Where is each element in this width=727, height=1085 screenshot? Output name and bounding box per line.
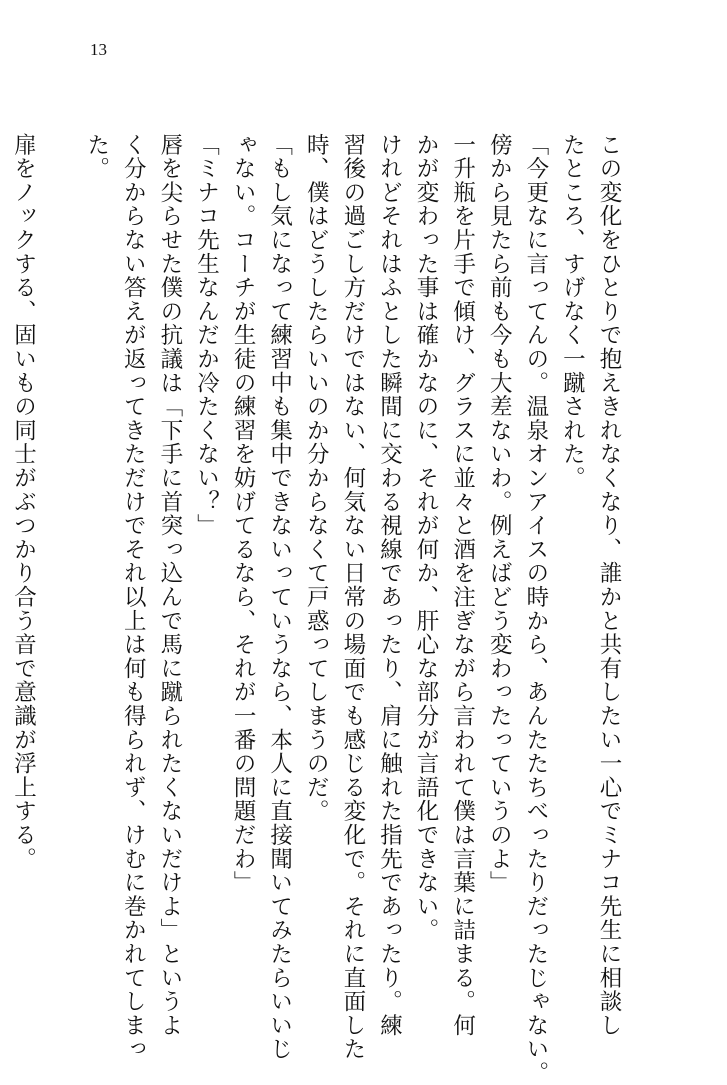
text-line: たところ、すげなく一蹴された。 bbox=[559, 133, 586, 490]
text-line: 傍から見たら前も今も大差ないわ。例えばどう変わったっていうのよ」 bbox=[486, 133, 513, 895]
text-line: く分からない答えが返ってきただけでそれ以上は何も得られず、けむに巻かれてしまっ bbox=[120, 133, 147, 1062]
text-line: ゃない。コーチが生徒の練習を妨げてるなら、それが一番の問題だわ」 bbox=[230, 133, 257, 895]
text-line: 習後の過ごし方だけではない、何気ない日常の場面でも感じる変化で。それに直面した bbox=[339, 133, 366, 1062]
text-line: けれどそれはふとした瞬間に交わる視線であったり、肩に触れた指先であったり。練 bbox=[376, 133, 403, 1038]
text-line: た。 bbox=[83, 133, 110, 181]
text-line: かが変わった事は確かなのに、それが何か、肝心な部分が言語化できない。 bbox=[413, 133, 440, 943]
text-line: 「もし気になって練習中も集中できないっていうなら、本人に直接聞いてみたらいいじ bbox=[266, 133, 293, 1062]
body-text bbox=[5, 133, 627, 1085]
blank-line bbox=[42, 133, 79, 993]
text-line: この変化をひとりで抱えきれなくなり、誰かと共有したい一心でミナコ先生に相談し bbox=[596, 133, 622, 1038]
text-line: 一升瓶を片手で傾け、グラスに並々と酒を注ぎながら言われて僕は言葉に詰まる。何 bbox=[449, 133, 476, 1038]
text-line: 扉をノックする、固いもの同士がぶつかり合う音で意識が浮上する。 bbox=[10, 133, 37, 871]
text-line: 「今更なに言ってんの。温泉オンアイスの時から、あんたたちべったりだったじゃない。 bbox=[522, 133, 549, 1085]
text-line: 唇を尖らせた僕の抗議は「下手に首突っ込んで馬に蹴られたくないだけよ」というよ bbox=[156, 133, 183, 1038]
page-number: 13 bbox=[90, 40, 107, 59]
text-line: 時、僕はどうしたらいいのか分からなくて戸惑ってしまうのだ。 bbox=[303, 133, 330, 824]
text-line: 「ミナコ先生なんだか冷たくない？」 bbox=[193, 133, 220, 538]
